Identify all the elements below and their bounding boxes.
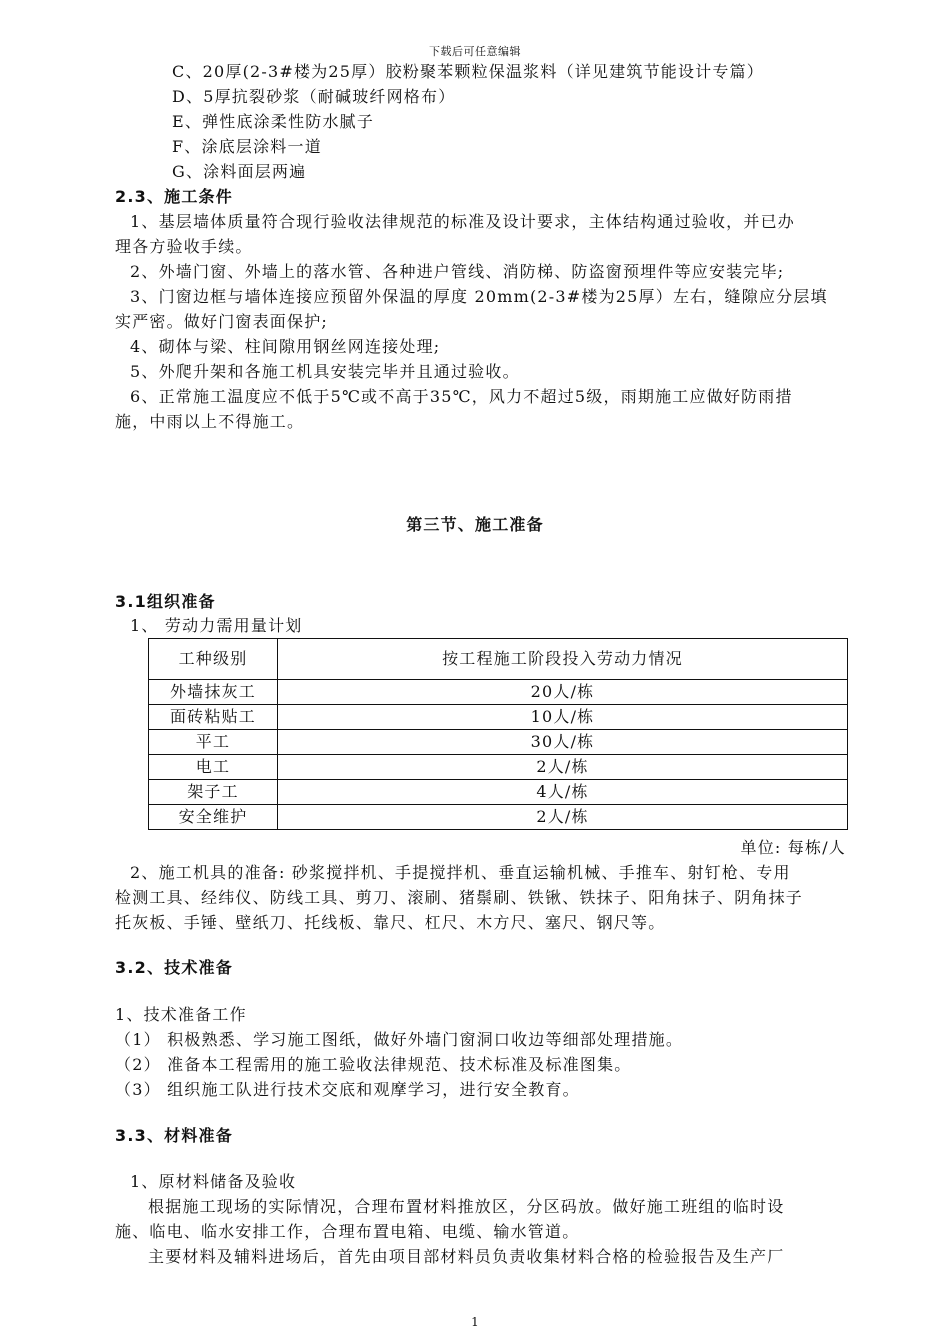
table-header-cell: 工种级别 (149, 639, 278, 680)
labor-plan-title: 1、 劳动力需用量计划 (130, 616, 303, 635)
page-header-note: 下载后可任意编辑 (429, 45, 521, 58)
table-cell: 20人/栋 (278, 680, 848, 705)
layer-item-e: E、弹性底涂柔性防水腻子 (172, 112, 375, 131)
section-3-title: 第三节、施工准备 (406, 515, 544, 534)
equipment-line: 托灰板、手锤、壁纸刀、托线板、靠尺、杠尺、木方尺、塞尺、钢尺等。 (115, 913, 666, 932)
table-row (149, 805, 848, 830)
labor-table (148, 638, 848, 830)
table-cell: 2人/栋 (278, 805, 848, 830)
table-row (149, 755, 848, 780)
table-cell: 面砖粘贴工 (149, 705, 278, 730)
condition-line: 实严密。做好门窗表面保护; (115, 312, 328, 331)
tech-prep-item: （3） 组织施工队进行技术交底和观摩学习，进行安全教育。 (115, 1080, 580, 1099)
table-cell: 架子工 (149, 780, 278, 805)
table-cell: 电工 (149, 755, 278, 780)
layer-item-f: F、涂底层涂料一道 (172, 137, 322, 156)
material-prep-title: 1、原材料储备及验收 (130, 1172, 297, 1191)
unit-note: 单位: 每栋/人 (740, 838, 846, 857)
material-line: 主要材料及辅料进场后，首先由项目部材料员负责收集材料合格的检验报告及生产厂 (148, 1247, 785, 1266)
table-row (149, 730, 848, 755)
table-header-cell: 按工程施工阶段投入劳动力情况 (278, 639, 848, 680)
equipment-line: 2、施工机具的准备: 砂浆搅拌机、手提搅拌机、垂直运输机械、手推车、射钉枪、专用 (130, 863, 791, 882)
material-line: 施、临电、临水安排工作，合理布置电箱、电缆、输水管道。 (115, 1222, 580, 1241)
table-row (149, 780, 848, 805)
table-cell: 外墙抹灰工 (149, 680, 278, 705)
equipment-line: 检测工具、经纬仪、防线工具、剪刀、滚刷、猪鬃刷、铁锹、铁抹子、阳角抹子、阴角抹子 (115, 888, 804, 907)
condition-line: 2、外墙门窗、外墙上的落水管、各种进户管线、消防梯、防盗窗预埋件等应安装完毕; (130, 262, 785, 281)
table-cell: 安全维护 (149, 805, 278, 830)
layer-item-g: G、涂料面层两遍 (172, 162, 307, 181)
condition-line: 4、砌体与梁、柱间隙用钢丝网连接处理; (130, 337, 441, 356)
condition-line: 3、门窗边框与墙体连接应预留外保温的厚度 20mm(2-3#楼为25厚）左右，缝隙应分层填 (130, 287, 828, 306)
tech-prep-title: 1、技术准备工作 (115, 1005, 247, 1024)
table-cell: 平工 (149, 730, 278, 755)
table-cell: 4人/栋 (278, 780, 848, 805)
table-cell: 10人/栋 (278, 705, 848, 730)
condition-line: 5、外爬升架和各施工机具安装完毕并且通过验收。 (130, 362, 520, 381)
condition-line: 理各方验收手续。 (115, 237, 253, 256)
material-line: 根据施工现场的实际情况，合理布置材料推放区，分区码放。做好施工班组的临时设 (148, 1197, 785, 1216)
tech-prep-item: （2） 准备本工程需用的施工验收法律规范、技术标准及标准图集。 (115, 1055, 632, 1074)
section-2-3-heading: 2.3、施工条件 (115, 187, 233, 206)
table-cell: 30人/栋 (278, 730, 848, 755)
condition-line: 6、正常施工温度应不低于5℃或不高于35℃，风力不超过5级，雨期施工应做好防雨措 (130, 387, 793, 406)
page-number: 1 (471, 1315, 479, 1329)
section-3-1-heading: 3.1组织准备 (115, 592, 216, 611)
table-header-row (149, 639, 848, 680)
tech-prep-item: （1） 积极熟悉、学习施工图纸，做好外墙门窗洞口收边等细部处理措施。 (115, 1030, 684, 1049)
table-row (149, 680, 848, 705)
table-row (149, 705, 848, 730)
section-3-3-heading: 3.3、材料准备 (115, 1126, 233, 1145)
table-cell: 2人/栋 (278, 755, 848, 780)
condition-line: 1、基层墙体质量符合现行验收法律规范的标准及设计要求，主体结构通过验收，并已办 (130, 212, 795, 231)
layer-item-c: C、20厚(2-3#楼为25厚）胶粉聚苯颗粒保温浆料（详见建筑节能设计专篇） (172, 62, 764, 81)
layer-item-d: D、5厚抗裂砂浆（耐碱玻纤网格布） (172, 87, 456, 106)
section-3-2-heading: 3.2、技术准备 (115, 958, 233, 977)
condition-line: 施，中雨以上不得施工。 (115, 412, 305, 431)
